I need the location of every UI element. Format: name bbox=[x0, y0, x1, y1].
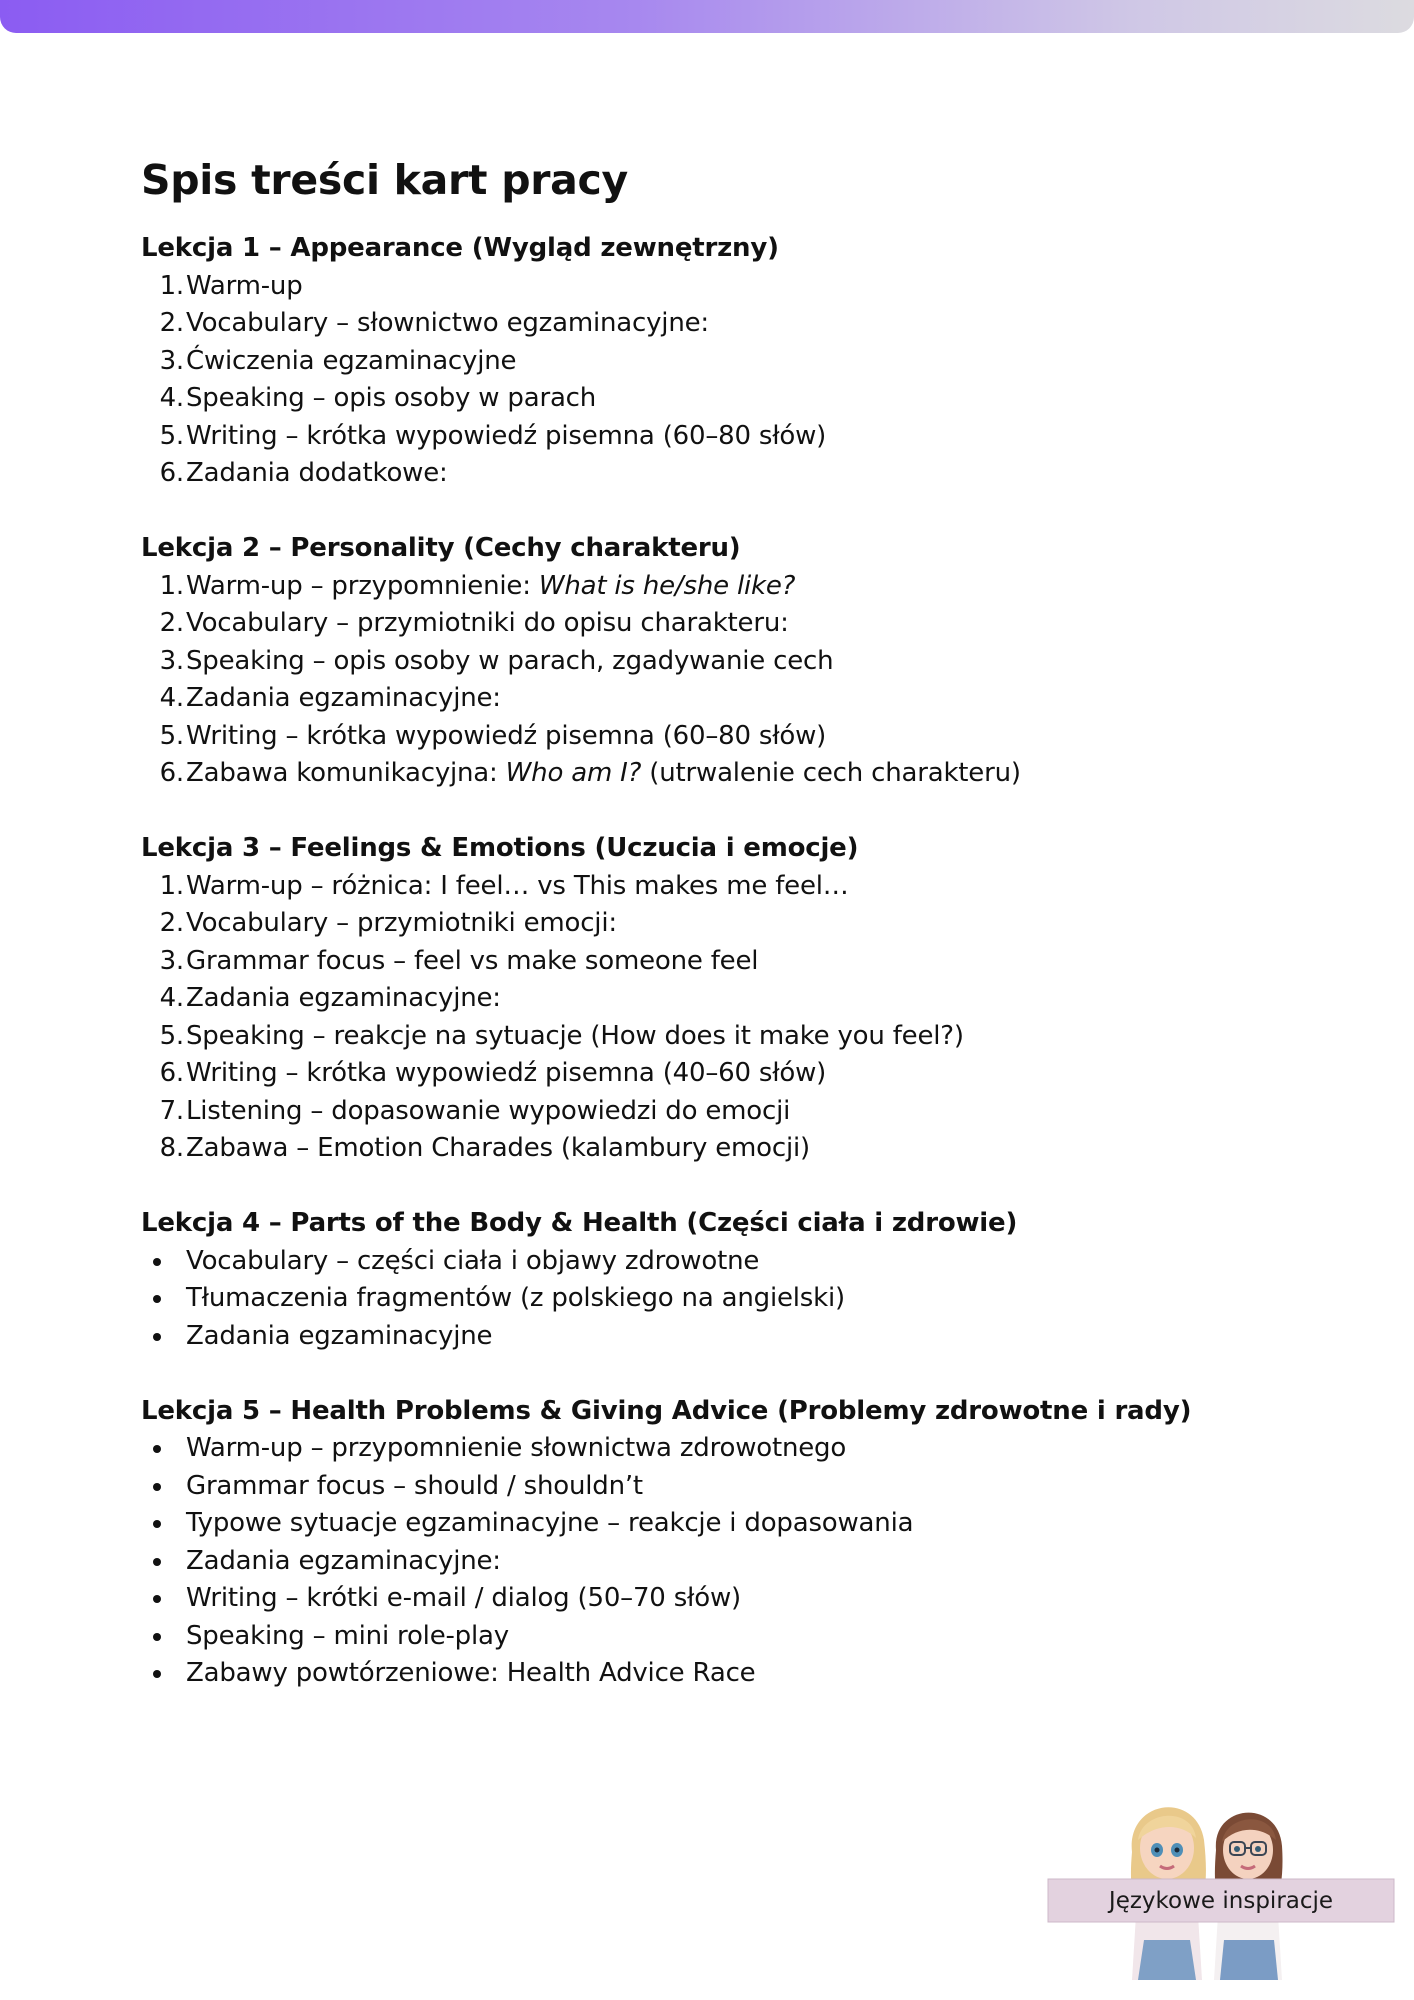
list-item bbox=[141, 1430, 1301, 1468]
list-item bbox=[141, 943, 1301, 981]
list-number: 5. bbox=[159, 720, 184, 751]
list-item bbox=[141, 305, 1301, 343]
list-number: 3. bbox=[159, 645, 184, 676]
item-text: Zadania egzaminacyjne: bbox=[186, 983, 501, 1013]
list-number: 2. bbox=[159, 608, 184, 638]
item-text: Typowe sytuacje egzaminacyjne – reakcje i dopasowania bbox=[186, 1508, 914, 1538]
lesson-list bbox=[141, 1243, 1301, 1356]
list-item bbox=[141, 1505, 1301, 1543]
list-item bbox=[141, 643, 1301, 681]
item-text: Warm-up – różnica: I feel… vs This makes me feel… bbox=[186, 870, 849, 901]
list-number: 1. bbox=[159, 870, 184, 901]
list-item bbox=[141, 455, 1301, 493]
item-text: Zadania dodatkowe: bbox=[186, 458, 448, 488]
list-item bbox=[141, 680, 1301, 718]
item-text: Zabawa – Emotion Charades (kalambury emocji) bbox=[186, 1133, 810, 1163]
list-item bbox=[141, 905, 1301, 943]
item-text: Zadania egzaminacyjne bbox=[186, 1320, 493, 1351]
item-text: Writing – krótka wypowiedź pisemna (40–60 słów) bbox=[186, 1058, 827, 1088]
item-text: Writing – krótki e-mail / dialog (50–70 słów) bbox=[186, 1583, 741, 1613]
list-item bbox=[141, 1055, 1301, 1093]
list-item bbox=[141, 755, 1301, 793]
item-text: Zabawy powtórzeniowe: Health Advice Race bbox=[186, 1658, 756, 1688]
list-item bbox=[141, 568, 1301, 606]
list-number: 4. bbox=[159, 983, 184, 1013]
item-text: Vocabulary – części ciała i objawy zdrowotne bbox=[186, 1245, 760, 1276]
item-text: Zabawa komunikacyjna: bbox=[186, 758, 506, 788]
list-number: 4. bbox=[159, 383, 184, 413]
lesson-section bbox=[141, 530, 1301, 793]
list-number: 1. bbox=[159, 270, 184, 301]
list-item bbox=[141, 1130, 1301, 1168]
item-text: Writing – krótka wypowiedź pisemna (60–80 słów) bbox=[186, 420, 827, 451]
list-number: 4. bbox=[159, 683, 184, 713]
lesson-section bbox=[141, 1393, 1301, 1693]
bullet-icon bbox=[153, 1445, 161, 1453]
list-item bbox=[141, 1580, 1301, 1618]
lesson-heading: Lekcja 1 – Appearance (Wygląd zewnętrzny) bbox=[141, 233, 779, 263]
list-number: 8. bbox=[159, 1133, 184, 1163]
list-item bbox=[141, 980, 1301, 1018]
item-text: Vocabulary – słownictwo egzaminacyjne: bbox=[186, 308, 709, 338]
list-number: 7. bbox=[159, 1095, 184, 1126]
list-item bbox=[141, 868, 1301, 906]
top-accent-bar bbox=[0, 0, 1414, 33]
lesson-heading: Lekcja 2 – Personality (Cechy charakteru) bbox=[141, 533, 741, 563]
list-item bbox=[141, 343, 1301, 381]
lesson-heading: Lekcja 3 – Feelings & Emotions (Uczucia i emocje) bbox=[141, 833, 859, 863]
brand-logo bbox=[1046, 1780, 1396, 1980]
lesson-heading: Lekcja 4 – Parts of the Body & Health (Części ciała i zdrowie) bbox=[141, 1208, 1018, 1238]
list-number: 2. bbox=[159, 908, 184, 938]
list-number: 6. bbox=[159, 1058, 184, 1088]
item-text: Warm-up – przypomnienie: bbox=[186, 570, 539, 601]
list-number: 3. bbox=[159, 945, 184, 976]
list-item bbox=[141, 1618, 1301, 1656]
list-number: 5. bbox=[159, 1020, 184, 1051]
list-item bbox=[141, 1468, 1301, 1506]
list-item bbox=[141, 1280, 1301, 1318]
item-text: Speaking – opis osoby w parach bbox=[186, 383, 597, 413]
lesson-section bbox=[141, 830, 1301, 1168]
list-item bbox=[141, 605, 1301, 643]
lesson-list bbox=[141, 1430, 1301, 1693]
list-number: 6. bbox=[159, 758, 184, 788]
bullet-icon bbox=[153, 1633, 161, 1641]
lesson-list bbox=[141, 868, 1301, 1168]
list-item bbox=[141, 1318, 1301, 1356]
item-italic-text: What is he/she like? bbox=[538, 570, 796, 601]
list-item bbox=[141, 1093, 1301, 1131]
bullet-icon bbox=[153, 1483, 161, 1491]
list-item bbox=[141, 718, 1301, 756]
bullet-icon bbox=[153, 1520, 161, 1528]
item-text: Speaking – reakcje na sytuacje (How does it make you feel?) bbox=[186, 1020, 964, 1051]
item-text: Speaking – mini role-play bbox=[186, 1620, 509, 1651]
item-text: Zadania egzaminacyjne: bbox=[186, 1545, 501, 1576]
logo-text: Językowe inspiracje bbox=[1108, 1888, 1334, 1914]
lesson-list bbox=[141, 268, 1301, 493]
item-italic-text: Who am I? bbox=[505, 758, 642, 788]
item-text-after: (utrwalenie cech charakteru) bbox=[641, 758, 1021, 788]
lesson-section bbox=[141, 1205, 1301, 1355]
list-item bbox=[141, 1655, 1301, 1693]
item-text: Speaking – opis osoby w parach, zgadywanie cech bbox=[186, 645, 834, 676]
list-number: 6. bbox=[159, 458, 184, 488]
item-text: Grammar focus – feel vs make someone feel bbox=[186, 945, 759, 976]
document-content bbox=[141, 148, 1301, 1693]
list-item bbox=[141, 1018, 1301, 1056]
lesson-heading: Lekcja 5 – Health Problems & Giving Advice (Problemy zdrowotne i rady) bbox=[141, 1395, 1192, 1426]
bullet-icon bbox=[153, 1258, 161, 1266]
lesson-section bbox=[141, 230, 1301, 493]
item-text: Vocabulary – przymiotniki do opisu charakteru: bbox=[186, 608, 789, 638]
list-item bbox=[141, 268, 1301, 306]
item-text: Ćwiczenia egzaminacyjne bbox=[186, 345, 517, 376]
item-text: Tłumaczenia fragmentów (z polskiego na angielski) bbox=[186, 1283, 845, 1313]
bullet-icon bbox=[153, 1595, 161, 1603]
page-title: Spis treści kart pracy bbox=[141, 156, 628, 204]
bullet-icon bbox=[153, 1333, 161, 1341]
lesson-list bbox=[141, 568, 1301, 793]
item-text: Zadania egzaminacyjne: bbox=[186, 683, 501, 713]
list-item bbox=[141, 380, 1301, 418]
list-item bbox=[141, 1243, 1301, 1281]
item-text: Grammar focus – should / shouldn’t bbox=[186, 1470, 643, 1501]
list-number: 3. bbox=[159, 345, 184, 376]
list-item bbox=[141, 1543, 1301, 1581]
item-text: Listening – dopasowanie wypowiedzi do emocji bbox=[186, 1095, 791, 1126]
item-text: Writing – krótka wypowiedź pisemna (60–80 słów) bbox=[186, 720, 827, 751]
list-number: 5. bbox=[159, 420, 184, 451]
list-number: 2. bbox=[159, 308, 184, 338]
item-text: Warm-up bbox=[186, 270, 303, 301]
list-item bbox=[141, 418, 1301, 456]
item-text: Vocabulary – przymiotniki emocji: bbox=[186, 908, 617, 938]
bullet-icon bbox=[153, 1558, 161, 1566]
item-text: Warm-up – przypomnienie słownictwa zdrowotnego bbox=[186, 1433, 847, 1463]
bullet-icon bbox=[153, 1295, 161, 1303]
list-number: 1. bbox=[159, 570, 184, 601]
bullet-icon bbox=[153, 1670, 161, 1678]
